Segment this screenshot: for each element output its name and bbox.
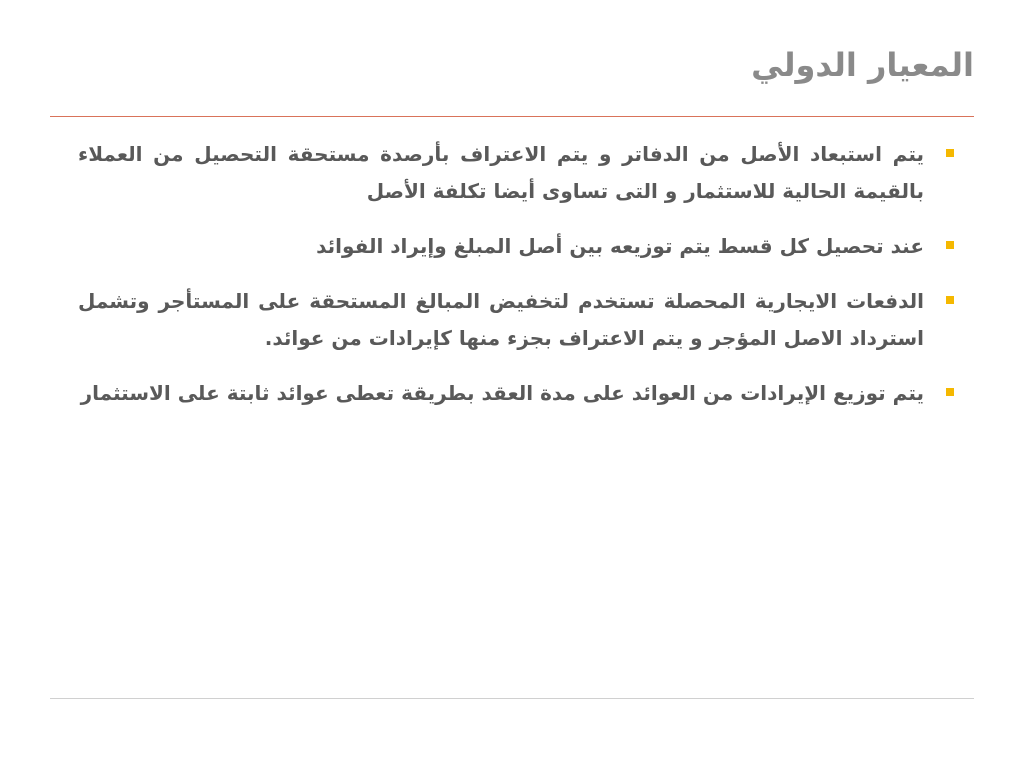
- bullet-item: [78, 136, 924, 210]
- bullet-item: [78, 283, 924, 357]
- square-bullet-icon: [946, 388, 954, 396]
- square-bullet-icon: [946, 296, 954, 304]
- title-divider: [50, 116, 974, 117]
- footer-divider: [50, 698, 974, 699]
- bullet-text: الدفعات الايجارية المحصلة تستخدم لتخفيض المبالغ المستحقة على المستأجر وتشمل استرداد الاصل المؤجر و يتم الاعتراف بجزء منها كإيرادات من عوائد.: [78, 289, 924, 350]
- bullet-item: [78, 375, 924, 412]
- slide-title: المعيار الدولي: [751, 46, 974, 84]
- bullet-text: يتم استبعاد الأصل من الدفاتر و يتم الاعتراف بأرصدة مستحقة التحصيل من العملاء بالقيمة الحالية للاستثمار و التى تساوى أيضا تكلفة الأصل: [78, 142, 924, 203]
- square-bullet-icon: [946, 149, 954, 157]
- bullet-item: [78, 228, 924, 265]
- bullet-list: [78, 136, 924, 430]
- bullet-text: يتم توزيع الإيرادات من العوائد على مدة العقد بطريقة تعطى عوائد ثابتة على الاستثمار: [80, 381, 924, 405]
- square-bullet-icon: [946, 241, 954, 249]
- bullet-text: عند تحصيل كل قسط يتم توزيعه بين أصل المبلغ وإيراد الفوائد: [316, 234, 924, 258]
